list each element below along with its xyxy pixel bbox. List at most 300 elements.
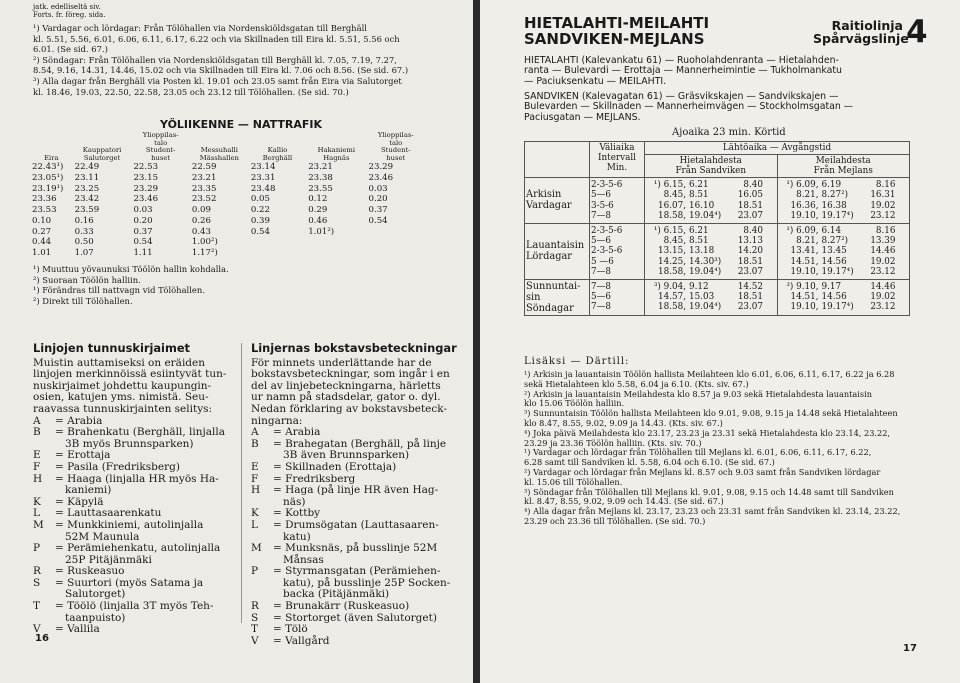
time-next: 9.17 (821, 281, 842, 292)
time-next: 6.14 (821, 225, 842, 236)
time-from: 8.45, (663, 235, 686, 246)
fi-letters-list (33, 416, 233, 636)
night-time: 23.15 (133, 173, 159, 184)
time-from: ³) 9.04, (653, 281, 686, 292)
letter-key-row (33, 427, 233, 439)
letter-key-row (251, 636, 451, 648)
night-time: 23.36 (32, 194, 57, 205)
time-next: 16.38 (821, 200, 847, 211)
extra-line: klo 8.47, 8.55, 9.02, 9.09 ja 14.43. (Kts. siv. 67.) (524, 417, 723, 428)
intro-line: Muistin auttamiseksi on eräiden (33, 356, 205, 369)
time-from: 14.51, (790, 291, 819, 302)
time-from: 8.45, (663, 190, 686, 201)
night-time: 1.07 (74, 248, 94, 258)
letter-meaning: = Erottaja (55, 449, 111, 462)
interval-value: 7—8 (591, 302, 611, 313)
night-time: 23.29 (368, 162, 394, 173)
time-range (646, 201, 776, 211)
letter-code: P (251, 565, 259, 578)
night-traffic-title: YÖLIIKENNE — NATTRAFIK (160, 118, 322, 131)
time-range (779, 226, 909, 236)
time-to: 8.16 (875, 225, 896, 236)
letter-meaning: backa (Pitäjänmäki) (283, 588, 390, 601)
night-column-header: Kauppatori Salutorget (82, 146, 122, 162)
interval-value: 2-3-5-6 (591, 180, 623, 190)
letter-meaning: Salutorget) (65, 588, 126, 601)
letter-meaning: = Munkkiniemi, autolinjalla (55, 518, 204, 531)
time-range (646, 282, 776, 292)
night-time: 0.03 (368, 183, 388, 194)
letter-meaning: = Käpylä (55, 495, 104, 508)
night-time: 0.54 (250, 226, 270, 237)
time-range (779, 292, 909, 302)
letter-code: P (33, 542, 41, 555)
night-time: 0.43 (191, 226, 211, 237)
night-time (306, 237, 366, 248)
footnote-line: kl. 5.51, 5.56, 6.01, 6.06, 6.11, 6.17, 6.22 och via Skillnaden till Eira kl. 5.51, 5.56 och (33, 33, 400, 44)
footnote-line: 8.54, 9.16, 14.31, 14.46, 15.02 och via Skillnaden till Eira kl. 7.06 och 8.56. (Se sid. 67.) (33, 65, 409, 76)
night-column-header: Eira (44, 153, 59, 162)
letter-code: B (251, 437, 259, 450)
letter-code: T (33, 600, 41, 613)
route-line: HIETALAHTI (Kalevankatu 61) — Ruoholahdenranta — Hietalahden- (524, 55, 839, 66)
sv-letters-title: Linjernas bokstavsbeteckningar (251, 341, 457, 355)
extra-line: klo 15.06 Töölön halliin. (524, 398, 625, 409)
page-number-right: 17 (903, 643, 917, 654)
sv-letters-section (251, 341, 457, 647)
day-group-row (525, 178, 910, 224)
night-time: 1.11 (133, 248, 153, 258)
letter-meaning: = Drumsögatan (Lauttasaaren- (273, 518, 439, 531)
night-time: 23.29 (133, 183, 159, 194)
time-from: 18.58, (658, 211, 686, 222)
night-time (249, 237, 306, 248)
letter-meaning: 3B även Brunnsparken) (283, 449, 410, 462)
day-label: Arkisin Vardagar (525, 178, 590, 224)
letter-code: R (251, 600, 259, 613)
night-row (30, 216, 425, 227)
footnote-line: kl. 18.46, 19.03, 22.50, 22.58, 23.05 och 23.12 till Tölöhallen. (Se sid. 70.) (33, 86, 349, 97)
interval-value: 3-5-6 (591, 200, 614, 211)
intro-line: linjojen merkinnöissä esiintyvät tun- (33, 368, 227, 381)
letter-code: V (33, 623, 41, 636)
time-to: 8.16 (875, 180, 896, 190)
night-time: 0.27 (32, 226, 52, 237)
intro-line: del av linjebeteckningarna, härletts (251, 379, 441, 392)
extra-line: ¹) Arkisin ja lauantaisin Töölön hallista Meilahteen klo 6.01, 6.06, 6.11, 6.17, 6.22 ja 6.28 (524, 369, 895, 379)
sandviken-times (645, 178, 778, 224)
letter-meaning: katu), på busslinje 25P Socken- (283, 576, 451, 589)
interval-cell (590, 178, 645, 224)
sandviken-times (645, 223, 778, 279)
time-to: 23.07 (737, 267, 763, 278)
time-range (779, 180, 909, 190)
letter-code: A (251, 426, 259, 439)
night-time: 0.22 (250, 205, 270, 216)
interval-value: 7—8 (591, 267, 611, 278)
letter-code: F (33, 460, 41, 473)
time-next: 19.04⁴) (689, 302, 722, 313)
extra-line: kl. 15.06 till Tölöhallen. (524, 476, 623, 487)
letter-code: V (251, 634, 259, 647)
mejlans-times (777, 223, 910, 279)
letter-meaning: = Kottby (273, 507, 321, 520)
sv-letters-intro (251, 358, 451, 428)
page-number-left: 16 (35, 633, 49, 644)
night-time: 0.20 (368, 194, 388, 205)
letter-meaning: = Brahegatan (Berghäll, på linje (273, 437, 447, 450)
time-from: 14.57, (658, 291, 686, 302)
line-label-fi: Raitiolinja (831, 18, 903, 33)
extra-line: 6.28 samt till Sandviken kl. 5.58, 6.04 och 6.10. (Se sid. 67.) (524, 457, 775, 468)
night-time: 23.31 (250, 173, 276, 184)
travel-time: Ajoaika 23 min. Körtid (672, 127, 786, 138)
time-next: 6.21 (689, 225, 709, 236)
night-column-header: Ylioppilas- talo Student- huset (142, 131, 179, 162)
departure-header: Lähtöaika — Avgångstid (645, 142, 910, 155)
night-time: 0.16 (74, 215, 94, 226)
time-next: 16.10 (689, 200, 715, 211)
extra-title: Lisäksi — Därtill: (524, 356, 630, 367)
letter-meaning: 25P Pitäjänmäki (65, 553, 152, 566)
fi-letters-section (33, 343, 233, 636)
time-next: 6.19 (821, 180, 842, 190)
time-range (646, 292, 776, 302)
time-to: 23.12 (870, 267, 896, 278)
night-time (367, 227, 425, 238)
day-label: Sunnuntai- sin Söndagar (525, 279, 590, 315)
letter-code: E (251, 460, 259, 473)
night-time: 23.11 (74, 173, 100, 184)
night-time (249, 248, 306, 259)
time-to: 23.07 (737, 302, 763, 313)
letter-key-row (33, 520, 233, 532)
time-from: ¹) 6.09, (786, 225, 819, 236)
interval-value: 7—8 (591, 211, 611, 222)
time-from: 16.36, (790, 200, 819, 211)
night-time: 23.25 (74, 183, 100, 194)
letter-meaning: = Stortorget (även Salutorget) (273, 611, 437, 624)
route-title (524, 15, 709, 47)
letter-key-row (33, 543, 233, 555)
night-note: ²) Direkt till Tölöhallen. (33, 295, 133, 306)
footnote-line: 6.01. (Se sid. 67.) (33, 44, 108, 55)
time-to: 23.12 (870, 211, 896, 222)
time-range (779, 211, 909, 221)
letter-meaning: = Munksnäs, på busslinje 52M (273, 542, 438, 555)
time-from: 19.10, (790, 267, 819, 278)
night-column-header: Messuhalli Mässhallen (199, 146, 239, 162)
route-title-fi: HIETALAHTI-MEILAHTI (524, 14, 710, 32)
sv-letters-list (251, 427, 451, 647)
time-range (779, 257, 909, 267)
letter-meaning: = Skillnaden (Erottaja) (273, 460, 397, 473)
night-time: 23.42 (74, 194, 100, 205)
time-from: 19.10, (790, 211, 819, 222)
letter-meaning: kaniemi) (65, 484, 112, 497)
night-time: 23.38 (308, 173, 333, 184)
interval-header: Väliaika Intervall Min. (590, 142, 645, 178)
letter-code: L (251, 518, 258, 531)
mejlans-times (777, 279, 910, 315)
letter-meaning: = Arabia (55, 414, 103, 427)
time-from: 8.21, (796, 235, 819, 246)
from-mejlans-header: Meilahdesta Från Mejlans (777, 155, 910, 178)
night-time: 23.21 (308, 162, 333, 173)
letter-key-row (33, 624, 233, 636)
time-to: 19.02 (870, 291, 896, 302)
time-to: 18.51 (737, 256, 763, 267)
night-row (30, 237, 425, 248)
time-from: ¹) 6.09, (786, 180, 819, 190)
time-range (646, 267, 776, 277)
time-to: 14.52 (737, 281, 763, 292)
time-from: 18.58, (658, 267, 686, 278)
intro-line: För minnets underlättande har de (251, 356, 432, 369)
time-range (646, 226, 776, 236)
extra-line: ⁴) Joka päivä Meilahdesta klo 23.17, 23.23 ja 23.31 sekä Hietalahdesta klo 23.14, 23.22, (524, 427, 891, 438)
letter-meaning: = Arabia (273, 426, 321, 439)
night-time (367, 237, 425, 248)
time-next: 19.17⁴) (821, 211, 854, 222)
time-next: 15.03 (689, 291, 715, 302)
sandviken-times (645, 279, 778, 315)
letter-code: K (251, 507, 259, 520)
time-to: 13.13 (737, 235, 763, 246)
continuation-note (33, 3, 105, 19)
extra-line: 23.29 ja 23.36 Töölön halliin. (Kts. siv. 70.) (524, 437, 702, 448)
time-range (646, 302, 776, 312)
time-to: 18.51 (737, 200, 763, 211)
letter-code: A (33, 414, 41, 427)
night-time: 23.48 (250, 183, 276, 194)
letter-meaning: = Lauttasaarenkatu (55, 507, 162, 520)
interval-value: 2-3-5-6 (591, 246, 623, 257)
time-next: 13.45 (821, 246, 847, 257)
night-time: 0.33 (74, 226, 94, 237)
time-range (779, 282, 909, 292)
letter-meaning: = Brunakärr (Ruskeasuo) (273, 600, 410, 613)
column-divider (241, 343, 242, 623)
time-to: 8.40 (743, 225, 763, 236)
route-description-fi (524, 56, 842, 87)
interval-value: 5 —6 (591, 256, 614, 267)
extra-line: ¹) Vardagar och lördagar från Tölöhallen till Mejlans kl. 6.01, 6.06, 6.11, 6.17, 6.22, (524, 447, 872, 458)
night-time: 0.09 (191, 205, 211, 216)
time-range (779, 201, 909, 211)
letter-code: L (33, 507, 40, 520)
night-time: 1.17²) (191, 248, 218, 258)
time-next: 8.51 (689, 190, 709, 201)
night-time: 0.10 (32, 215, 52, 226)
night-time: 22.49 (74, 162, 100, 173)
line-number: 4 (906, 14, 928, 50)
letter-code: B (33, 426, 41, 439)
night-time: 23.19¹) (32, 183, 64, 194)
time-to: 8.40 (743, 180, 763, 190)
time-next: 8.27²) (821, 235, 849, 246)
night-time: 22.43¹) (32, 162, 64, 173)
night-note: ¹) Muuttuu yövaunuksi Töölön hallin kohdalla. (33, 264, 229, 274)
night-time: 22.53 (133, 162, 159, 173)
continuation-fi: jatk. edelliseltä siv. (33, 3, 101, 11)
time-to: 19.02 (870, 256, 896, 267)
time-range (646, 180, 776, 190)
letter-code: E (33, 449, 41, 462)
night-time: 1.00²) (191, 237, 218, 248)
time-to: 16.05 (737, 190, 763, 201)
letter-meaning: = Fredriksberg (273, 472, 356, 485)
right-page (480, 0, 960, 683)
night-time: 0.05 (250, 194, 270, 205)
letter-meaning: = Haga (på linje HR även Hag- (273, 484, 439, 497)
night-row (30, 248, 425, 259)
route-line: SANDVIKEN (Kalevagatan 61) — Gräsvikskajen — Sandvikskajen — (524, 91, 839, 102)
letter-code: M (251, 542, 262, 555)
header-blank (525, 142, 590, 178)
intro-line: ur namn på stadsdelar, gator o. dyl. (251, 391, 441, 404)
time-from: ³) 9.10, (786, 281, 819, 292)
night-time: 0.12 (308, 194, 328, 205)
letter-code: S (251, 611, 259, 624)
interval-value: 5—6 (591, 235, 611, 246)
interval-value: 2-3-5-6 (591, 225, 623, 236)
extra-line: ³) Sunnuntaisin Töölön hallista Meilahteen klo 9.01, 9.08, 9.15 ja 14.48 sekä Hietalahteen (524, 408, 898, 419)
time-next: 14.56 (821, 291, 847, 302)
time-next: 19.17⁴) (821, 302, 854, 313)
top-footnotes (33, 23, 408, 97)
night-time: 23.55 (308, 183, 333, 194)
night-time: 23.46 (133, 194, 159, 205)
time-to: 14.46 (870, 281, 896, 292)
time-to: 23.12 (870, 302, 896, 313)
time-to: 13.39 (870, 235, 896, 246)
letter-meaning: = Brahenkatu (Berghäll, linjalla (55, 426, 225, 439)
letter-meaning: = Haaga (linjalla HR myös Ha- (55, 472, 219, 485)
interval-value: 7—8 (591, 281, 611, 292)
day-group-row (525, 223, 910, 279)
letter-meaning: taanpuisto) (65, 611, 126, 624)
extra-line: ³) Söndagar från Tölöhallen till Mejlans kl. 9.01, 9.08, 9.15 och 14.48 samt till Sandviken (524, 486, 894, 497)
letter-meaning: Månsas (283, 553, 324, 566)
route-description-sv (524, 92, 853, 123)
time-next: 9.12 (689, 281, 709, 292)
night-footnotes (33, 264, 229, 306)
intro-line: raavassa tunnuskirjainten selitys: (33, 402, 213, 415)
time-next: 6.21 (689, 180, 709, 190)
footnote-line: ¹) Vardagar och lördagar: Från Tölöhallen via Nordenskiöldsgatan till Berghäll (33, 23, 367, 33)
night-time: 22.59 (191, 162, 217, 173)
extra-line: kl. 8.47, 8.55, 9.02, 9.09 och 14.43. (Se sid. 67.) (524, 496, 724, 507)
letter-code: S (33, 576, 41, 589)
night-time: 0.46 (308, 215, 328, 226)
mejlans-times (777, 178, 910, 224)
time-range (779, 236, 909, 246)
time-range (646, 211, 776, 221)
time-next: 14.56 (821, 256, 847, 267)
extra-line: ⁴) Alla dagar från Mejlans kl. 23.17, 23.23 och 23.31 samt från Sandviken kl. 23.14, 23.22, (524, 506, 901, 517)
route-line: — Paciuksenkatu — MEILAHTI. (524, 75, 667, 87)
time-next: 8.51 (689, 235, 709, 246)
letter-code: K (33, 495, 41, 508)
time-next: 13.18 (689, 246, 715, 257)
night-time: 0.54 (133, 237, 153, 248)
time-from: 8.21, (796, 190, 819, 201)
time-to: 16.31 (870, 190, 896, 201)
letter-key-row (251, 485, 451, 497)
night-row (30, 194, 425, 205)
night-row (30, 173, 425, 184)
time-range (779, 302, 909, 312)
time-next: 8.27²) (821, 190, 849, 201)
interval-cell (590, 223, 645, 279)
night-time (367, 248, 425, 259)
night-time: 0.03 (133, 205, 153, 216)
continuation-sv: Forts. fr. föreg. sida. (33, 11, 106, 19)
time-range (646, 246, 776, 256)
night-timetable (30, 132, 430, 259)
intro-line: ningarna: (251, 414, 303, 427)
time-to: 14.20 (737, 246, 763, 257)
time-range (646, 190, 776, 200)
night-time: 23.52 (191, 194, 217, 205)
time-from: 18.58, (658, 302, 686, 313)
night-column-header: Hakaniemi Hagnäs (317, 146, 356, 162)
fi-letters-title: Linjojen tunnuskirjaimet (33, 341, 190, 355)
letter-meaning: katu) (283, 530, 311, 543)
footnote-line: ²) Söndagar: Från Tölöhallen via Nordenskiöldsgatan till Berghäll kl. 7.05, 7.19, 7.27, (33, 54, 397, 65)
night-time: 0.20 (133, 215, 153, 226)
time-to: 23.07 (737, 211, 763, 222)
letter-code: H (33, 472, 43, 485)
intro-line: Nedan förklaring av bokstavsbeteck- (251, 402, 447, 415)
extra-line: 23.29 och 23.36 till Tölöhallen. (Se sid. 70.) (524, 515, 706, 526)
extra-line: ²) Arkisin ja lauantaisin Meilahdesta klo 8.57 ja 9.03 sekä Hietalahdesta lauantaisin (524, 388, 873, 399)
letter-code: M (33, 518, 44, 531)
extra-line: ²) Vardagar och lördagar från Mejlans kl. 8.57 och 9.03 samt från Sandviken lördagar (524, 466, 881, 477)
time-next: 14.30³) (689, 256, 722, 267)
time-range (779, 246, 909, 256)
night-time: 0.39 (250, 215, 270, 226)
letter-meaning: = Pasila (Fredriksberg) (55, 460, 180, 473)
departure-table (524, 141, 910, 316)
time-from: 19.10, (790, 302, 819, 313)
fi-letters-intro (33, 358, 233, 416)
night-time: 23.46 (368, 173, 394, 184)
left-page (0, 0, 473, 683)
letter-meaning: = Suurtori (myös Satama ja (55, 576, 204, 589)
letter-meaning: = Vallgård (273, 634, 330, 647)
line-label-sv: Spårvägslinje (813, 31, 909, 46)
night-time (306, 248, 366, 259)
letter-key-row (251, 543, 451, 555)
night-row (30, 184, 425, 195)
night-time: 0.50 (74, 237, 94, 248)
letter-code: T (251, 623, 259, 636)
interval-value: 5—6 (591, 291, 611, 302)
time-from: 14.51, (790, 256, 819, 267)
interval-cell (590, 279, 645, 315)
night-time: 0.44 (32, 237, 52, 248)
night-time: 23.05¹) (32, 173, 64, 184)
letter-key-row (33, 601, 233, 613)
night-time: 0.37 (133, 226, 153, 237)
night-time: 23.53 (32, 205, 57, 216)
time-next: 19.17⁴) (821, 267, 854, 278)
day-label: Lauantaisin Lördagar (525, 223, 590, 279)
time-from: ¹) 6.15, (653, 180, 686, 190)
night-time: 23.35 (191, 183, 217, 194)
